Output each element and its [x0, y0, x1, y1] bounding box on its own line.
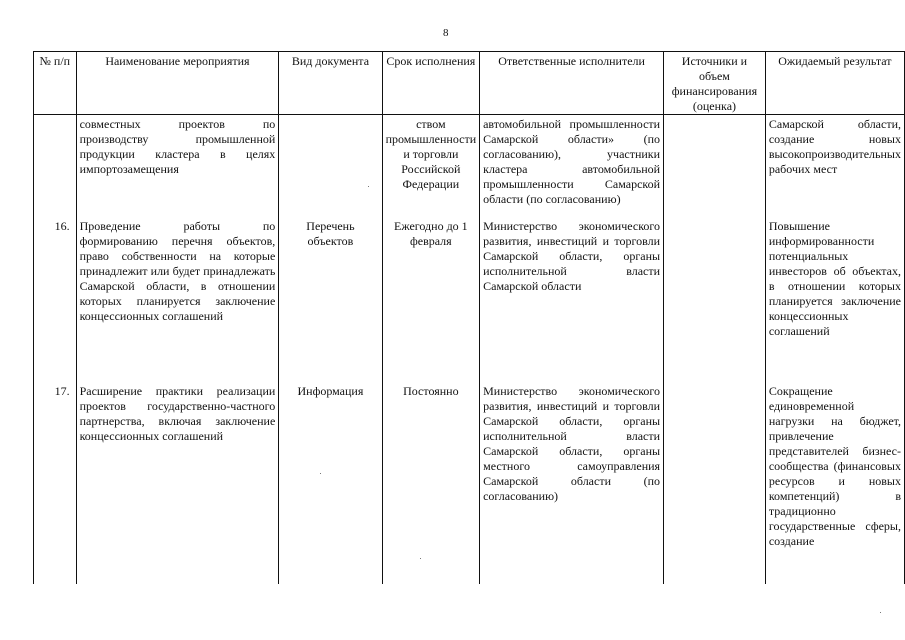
table-row — [34, 219, 905, 384]
row-result: Повышение информированности потенциальных инвесторов об объектах, в отношении которых планируется заключение концессионных соглашений — [765, 219, 904, 384]
page-number: 8 — [443, 27, 449, 39]
header-result: Ожидаемый результат — [765, 52, 904, 115]
scan-speck — [880, 612, 881, 613]
row-term: Постоянно — [382, 384, 480, 584]
scan-speck — [368, 186, 369, 187]
scan-speck — [420, 558, 421, 559]
table-row — [34, 115, 905, 220]
row-name: Расширение практики реализации проектов государственно-частного партнерства, включая заключение концессионных соглашений — [76, 384, 279, 584]
table-row — [34, 384, 905, 584]
header-name: Наименование мероприятия — [76, 52, 279, 115]
row-term: Ежегодно до 1 февраля — [382, 219, 480, 384]
row-doc: Перечень объектов — [279, 219, 382, 384]
row-result: Сокращение единовременной нагрузки на бюджет, привлечение представителей бизнес-сообщества (финансовых ресурсов и новых компетенций) в традиционно государственные сферы, создание — [765, 384, 904, 584]
scan-speck — [320, 473, 321, 474]
header-doc: Вид документа — [279, 52, 382, 115]
row-doc: Информация — [279, 384, 382, 584]
row-doc — [279, 115, 382, 220]
row-sources — [664, 115, 766, 220]
table-header-row — [34, 52, 905, 115]
header-num: № п/п — [34, 52, 77, 115]
row-sources — [664, 384, 766, 584]
row-num — [34, 115, 77, 220]
header-sources: Источники и объем финансирования (оценка) — [664, 52, 766, 115]
row-name: Проведение работы по формированию перечня объектов, право собственности на которые принадлежит или будет принадлежать Самарской области, в отношении которых планируется заключение концессионных соглашений — [76, 219, 279, 384]
row-result: Самарской области, создание новых высокопроизводительных рабочих мест — [765, 115, 904, 220]
row-term: ством промышленности и торговли Российской Федерации — [382, 115, 480, 220]
row-responsible: автомобильной промышленности Самарской области» (по согласованию), участники кластера автомобильной промышленности Самарской области (по согласованию) — [480, 115, 664, 220]
row-responsible: Министерство экономического развития, инвестиций и торговли Самарской области, органы исполнительной власти Самарской области, органы местного самоуправления Самарской области (по согласованию) — [480, 384, 664, 584]
row-responsible: Министерство экономического развития, инвестиций и торговли Самарской области, органы исполнительной власти Самарской области — [480, 219, 664, 384]
header-responsible: Ответственные исполнители — [480, 52, 664, 115]
header-term: Срок исполнения — [382, 52, 480, 115]
row-num: 17. — [34, 384, 77, 584]
measures-table — [33, 51, 905, 584]
row-name: совместных проектов по производству промышленной продукции кластера в целях импортозамещения — [76, 115, 279, 220]
row-sources — [664, 219, 766, 384]
row-num: 16. — [34, 219, 77, 384]
